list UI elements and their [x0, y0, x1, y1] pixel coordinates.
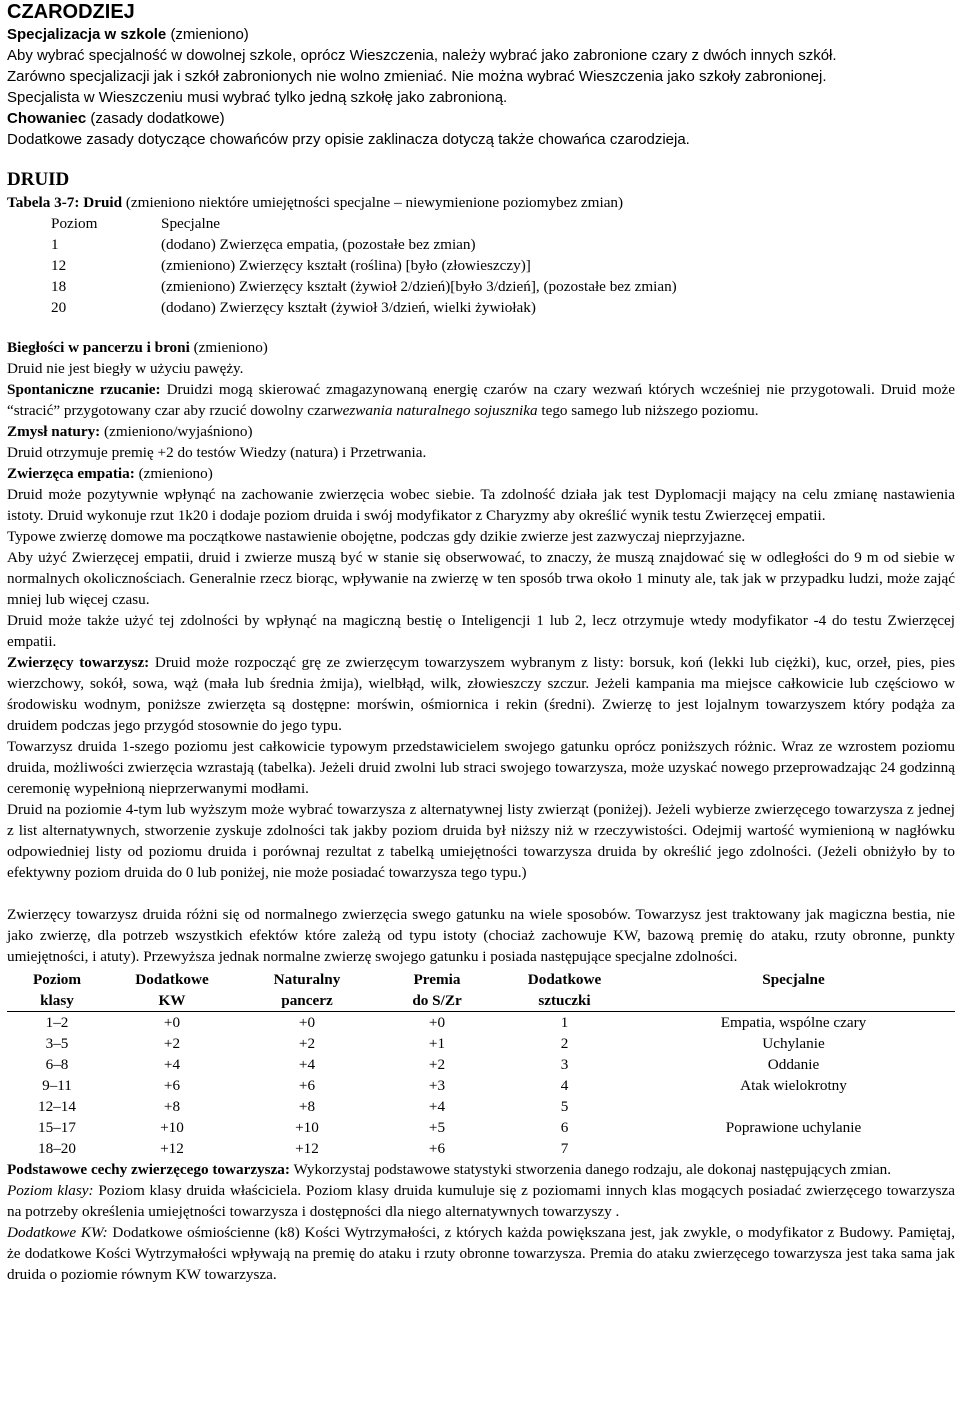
armor-changed: (zmieniono)	[193, 339, 268, 356]
cell-extra-kw: +8	[163, 1098, 181, 1115]
cell-extra-kw: +6	[163, 1077, 181, 1094]
cell-str-dex-bonus: +4	[428, 1098, 446, 1115]
table-row	[51, 297, 677, 318]
empathy-paragraph-4: Druid może także użyć tej zdolności by wpłynąć na magiczną bestię o Inteligencji 1 lub 2, lecz otrzymuje wtedy modyfikator -4 do testu Zwierzęcej empatii.	[7, 612, 955, 650]
companion-paragraph-4: Zwierzęcy towarzysz druida różni się od normalnego zwierzęcia swego gatunku na wiele sposobów. Towarzysz jest traktowany jak magiczna bestia, nie jako zwierzę, dla potrzeb wszystkich efektów które zależą od typu istoty (chociaż zachowuje KW, bazową premię do ataku, rzuty obronne, punkty umiejętności, i atuty). Przewyższa jednak normalne zwierzę swojego gatunku i posiada następujące specjalne zdolności.	[7, 906, 955, 965]
cell-natural-armor: +6	[298, 1077, 316, 1094]
empathy-changed: (zmieniono)	[138, 465, 213, 482]
cell-str-dex-bonus: +5	[428, 1119, 446, 1136]
familiar-heading: Chowaniec	[7, 110, 87, 127]
cell-str-dex-bonus: +2	[428, 1056, 446, 1073]
companion-table	[7, 969, 955, 1159]
cell-special: Atak wielokrotny	[740, 1077, 847, 1094]
cell-level: 1	[51, 236, 59, 253]
wizard-title: CZARODZIEJ	[7, 1, 135, 23]
cell-extra-tricks: 1	[560, 1014, 569, 1031]
cell-level: 18	[51, 278, 67, 295]
cell-extra-tricks: 6	[560, 1119, 569, 1136]
specialization-heading-line	[7, 24, 955, 45]
companion-header-row-top	[7, 969, 955, 990]
empathy-heading-line	[7, 463, 955, 484]
header-str-dex-bonus: Premia	[413, 971, 461, 988]
druid-title: DRUID	[7, 169, 70, 190]
empathy-paragraph-1: Druid może pozytywnie wpłynąć na zachowanie zwierzęcia wobec siebie. Ta zdolność działa jak test Dyplomacji mający na celu zmianę nastawienia istoty. Druid wykonuje rzut 1k20 i dodaje poziom druida i swój modyfikator z Charyzmy aby określić wynik testu Zwierzęcej empatii.	[7, 486, 955, 524]
table-row	[7, 1075, 955, 1096]
companion-text-1: Druid może rozpocząć grę ze zwierzęcym towarzyszem wybranym z listy: borsuk, koń (lekki lub ciężki), kuc, orzeł, pies, pies wierzchowy, sokół, sowa, wąż (mała lub średnia żmija), wielbłąd, wilk, złowieszczy szczur. Jeżeli kampania ma miejsce całkowicie lub częściowo w środowisku wodnym, poniższe zwierzęta są dostępne: morświn, ośmiornica i rekin (średni). Zwierzę to jest lojalnym towarzyszem który podąża za druidem podczas jego przygód stosownie do jego typu.	[7, 654, 955, 734]
cell-str-dex-bonus: +0	[428, 1014, 446, 1031]
header-extra-kw: Dodatkowe	[135, 971, 209, 988]
cell-class-level: 1–2	[45, 1014, 69, 1031]
cell-natural-armor: +2	[298, 1035, 316, 1052]
cell-special: (dodano) Zwierzęcy kształt (żywioł 3/dzień, wielki żywiołak)	[161, 299, 536, 316]
table-row	[51, 255, 677, 276]
header-natural-armor: Naturalny	[273, 971, 341, 988]
table-row	[7, 1033, 955, 1054]
header-str-dex-bonus-2: do S/Zr	[377, 990, 497, 1012]
header-special-2	[632, 990, 955, 1012]
cell-class-level: 9–11	[42, 1077, 72, 1094]
header-natural-armor-2: pancerz	[237, 990, 377, 1012]
header-special: Specjalne	[161, 215, 221, 232]
cell-level: 12	[51, 257, 67, 274]
nature-heading-line	[7, 421, 955, 442]
familiar-line: Dodatkowe zasady dotyczące chowańców przy opisie zaklinacza dotyczą także chowańca czarodzieja.	[7, 131, 690, 148]
cell-special	[632, 1096, 955, 1117]
nature-text: Druid otrzymuje premię +2 do testów Wiedzy (natura) i Przetrwania.	[7, 444, 427, 461]
cell-str-dex-bonus: +6	[428, 1140, 446, 1157]
header-extra-tricks-2: sztuczki	[497, 990, 632, 1012]
spontaneous-text-2: tego samego lub niższego poziomu.	[541, 402, 759, 419]
table-row	[51, 276, 677, 297]
specialization-heading: Specjalizacja w szkole	[7, 26, 167, 43]
cell-natural-armor: +12	[295, 1140, 319, 1157]
cell-extra-kw: +0	[163, 1014, 181, 1031]
table-row	[7, 1117, 955, 1138]
basics-paragraph	[7, 1159, 955, 1180]
companion-header-row-bottom	[7, 990, 955, 1012]
basics-heading: Podstawowe cechy zwierzęcego towarzysza:	[7, 1161, 290, 1178]
cell-extra-tricks: 5	[560, 1098, 569, 1115]
table-header-row	[51, 213, 677, 234]
table-row	[7, 1138, 955, 1159]
familiar-note: (zasady dodatkowe)	[90, 110, 225, 127]
cell-extra-kw: +2	[163, 1035, 181, 1052]
header-special: Specjalne	[762, 971, 825, 988]
cell-special	[632, 1138, 955, 1159]
cell-str-dex-bonus: +3	[428, 1077, 446, 1094]
spontaneous-paragraph	[7, 379, 955, 421]
companion-heading: Zwierzęcy towarzysz:	[7, 654, 150, 671]
table-row	[7, 1012, 955, 1034]
cell-extra-tricks: 3	[560, 1056, 569, 1073]
cell-natural-armor: +0	[298, 1014, 316, 1031]
cell-special: Uchylanie	[762, 1035, 825, 1052]
cell-special: Empatia, wspólne czary	[720, 1014, 867, 1031]
druid-table-caption	[7, 192, 955, 213]
table-caption-rest: (zmieniono niektóre umiejętności specjalne – niewymienione poziomybez zmian)	[125, 194, 624, 211]
cell-extra-tricks: 7	[560, 1140, 569, 1157]
extra-kw-paragraph	[7, 1222, 955, 1285]
cell-special: Oddanie	[767, 1056, 820, 1073]
empathy-paragraph-2: Typowe zwierzę domowe ma początkowe nastawienie obojętne, podczas gdy dzikie zwierze jest zazwyczaj nieprzyjazne.	[7, 528, 746, 545]
table-caption-class: Druid	[83, 194, 123, 211]
header-class-level: Poziom	[32, 971, 82, 988]
familiar-heading-line	[7, 108, 955, 129]
table-row	[51, 234, 677, 255]
armor-heading: Biegłości w pancerzu i broni	[7, 339, 190, 356]
spontaneous-italic: wezwania naturalnego sojusznika	[332, 402, 538, 419]
nature-heading: Zmysł natury:	[7, 423, 101, 440]
cell-class-level: 18–20	[38, 1140, 76, 1157]
companion-paragraph-1	[7, 652, 955, 736]
header-level: Poziom	[51, 215, 98, 232]
spacer	[7, 318, 955, 337]
empathy-paragraph-3: Aby użyć Zwierzęcej empatii, druid i zwierze muszą być w stanie się obserwować, to znaczy, że muszą znajdować się w odległości do 9 m od siebie w normalnych okolicznościach. Generalnie rzecz biorąc, wpływanie na zwierzę w ten sposób trwa około 1 minuty ale, tak jak w przypadku ludzi, może zająć mniej lub więcej czasu.	[7, 549, 955, 608]
specialization-changed: (zmieniono)	[170, 26, 249, 43]
class-level-paragraph	[7, 1180, 955, 1222]
class-level-text: Poziom klasy druida właściciela. Poziom klasy druida kumuluje się z poziomami innych klas mogących posiadać zwierzęcego towarzysza na potrzeby określenia umiejętności towarzysza i dostępności dla niego alternatywnych towarzyszy .	[7, 1182, 956, 1220]
armor-heading-line	[7, 337, 955, 358]
specialization-line-1: Aby wybrać specjalność w dowolnej szkole, oprócz Wieszczenia, należy wybrać jako zabronione czary z dwóch innych szkół.	[7, 47, 837, 64]
table-row	[7, 1054, 955, 1075]
armor-text: Druid nie jest biegły w użyciu pawęży.	[7, 360, 244, 377]
cell-special: (zmieniono) Zwierzęcy kształt (żywioł 2/dzień)[było 3/dzień], (pozostałe bez zmian)	[161, 278, 677, 295]
spacer	[7, 883, 955, 904]
empathy-heading: Zwierzęca empatia:	[7, 465, 135, 482]
cell-class-level: 15–17	[38, 1119, 76, 1136]
specialization-line-2: Zarówno specjalizacji jak i szkół zabronionych nie wolno zmieniać. Nie można wybrać Wieszczenia jako szkoły zabronionej.	[7, 68, 827, 85]
cell-class-level: 3–5	[45, 1035, 69, 1052]
cell-extra-kw: +12	[160, 1140, 184, 1157]
companion-paragraph-3: Druid na poziomie 4-tym lub wyższym może wybrać towarzysza z alternatywnej listy zwierząt (poniżej). Jeżeli wybierze zwierzęcego towarzysza z jednej z list alternatywnych, stworzenie zyskuje zdolności tak jakby poziom druida był niższy niż w rzeczywistości. Odejmij wartość wymienioną w nagłówku odpowiedniej listy od poziomu druida i porównaj rezultat z tabelką umiejętności towarzysza druida by określić jego zdolności. (Jeżeli obniżyło by to efektywny poziom druida do 0 lub poniżej, nie może posiadać towarzysza tego typu.)	[7, 801, 955, 881]
cell-natural-armor: +8	[298, 1098, 316, 1115]
cell-class-level: 12–14	[38, 1098, 76, 1115]
nature-changed: (zmieniono/wyjaśniono)	[104, 423, 253, 440]
cell-natural-armor: +4	[298, 1056, 316, 1073]
document-page	[7, 0, 955, 1285]
cell-str-dex-bonus: +1	[428, 1035, 446, 1052]
table-caption-label: Tabela 3-7:	[7, 194, 80, 211]
cell-extra-tricks: 4	[560, 1077, 569, 1094]
cell-extra-kw: +4	[163, 1056, 181, 1073]
cell-special: Poprawione uchylanie	[725, 1119, 862, 1136]
class-level-label: Poziom klasy:	[7, 1182, 94, 1199]
cell-special: (dodano) Zwierzęca empatia, (pozostałe bez zmian)	[161, 236, 476, 253]
cell-extra-kw: +10	[160, 1119, 184, 1136]
cell-special: (zmieniono) Zwierzęcy kształt (roślina) [było (złowieszczy)]	[161, 257, 531, 274]
basics-text: Wykorzystaj podstawowe statystyki stworzenia danego rodzaju, ale dokonaj następujących zmian.	[293, 1161, 892, 1178]
header-extra-tricks: Dodatkowe	[527, 971, 602, 988]
cell-class-level: 6–8	[45, 1056, 69, 1073]
header-extra-kw-2: KW	[107, 990, 237, 1012]
companion-paragraph-2: Towarzysz druida 1-szego poziomu jest całkowicie typowym przedstawicielem swojego gatunku oprócz poniższych różnic. Wraz ze wzrostem poziomu druida, możliwości zwierzęcia wzrastają (tabelka). Jeżeli druid zwolni lub straci swojego towarzysza, może uzyskać nowego przeprowadzając 24 godzinną ceremonię wypełnioną nieprzerwanymi modłami.	[7, 738, 955, 797]
header-class-level-2: klasy	[7, 990, 107, 1012]
cell-level: 20	[51, 299, 67, 316]
spontaneous-heading: Spontaniczne rzucanie:	[7, 381, 161, 398]
druid-changes-table	[51, 213, 677, 318]
extra-kw-text: Dodatkowe ośmiościenne (k8) Kości Wytrzymałości, z których każda powiększana jest, jak zwykle, o modyfikator z Budowy. Pamiętaj, że dodatkowe Kości Wytrzymałości wpływają na premię do ataku i rzuty obronne towarzysza. Premia do ataku zwierzęcego towarzysza jest taka sama jak druida o poziomie równym KW towarzysza.	[7, 1224, 955, 1283]
specialization-line-3: Specjalista w Wieszczeniu musi wybrać tylko jedną szkołę jako zabronioną.	[7, 89, 508, 106]
cell-extra-tricks: 2	[560, 1035, 569, 1052]
cell-natural-armor: +10	[295, 1119, 319, 1136]
extra-kw-label: Dodatkowe KW:	[7, 1224, 108, 1241]
spontaneous-text-1: Druidzi mogą skierować zmagazynowaną energię czarów na czary wezwań których wcześniej nie przygotowali. Druid może “stracić” przygotowany czar aby rzucić dowolny czar	[7, 381, 955, 419]
table-row	[7, 1096, 955, 1117]
